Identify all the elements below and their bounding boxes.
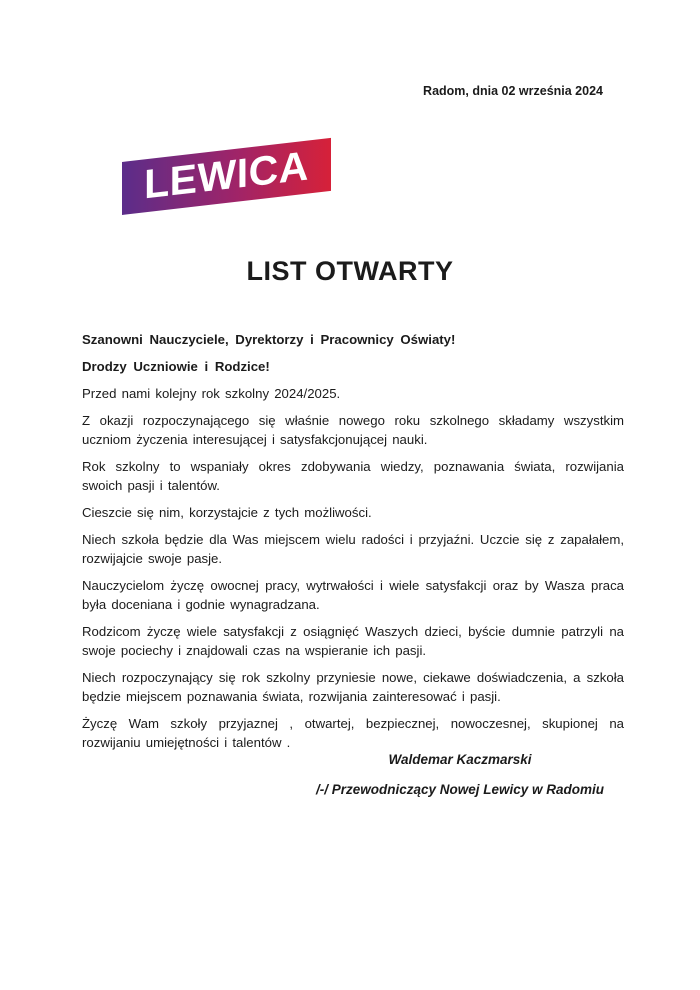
- paragraph: Niech rozpoczynający się rok szkolny przyniesie nowe, ciekawe doświadczenia, a szkoła będzie miejscem poznawania świata, rozwijania zainteresować i pasji.: [82, 670, 624, 704]
- paragraph: Życzę Wam szkoły przyjaznej , otwartej, bezpiecznej, nowoczesnej, skupionej na rozwijaniu umiejętności i talentów .: [82, 716, 624, 750]
- page-title: LIST OTWARTY: [246, 256, 454, 286]
- paragraph: Przed nami kolejny rok szkolny 2024/2025.: [82, 386, 341, 401]
- paragraph: Cieszcie się nim, korzystajcie z tych możliwości.: [82, 505, 372, 520]
- letter-body: [82, 330, 624, 760]
- signature-block: [290, 750, 630, 799]
- signature-role: /-/ Przewodniczący Nowej Lewicy w Radomiu: [315, 782, 605, 797]
- lewica-logo: [122, 138, 331, 215]
- date-line: Radom, dnia 02 września 2024: [423, 84, 603, 98]
- lewica-logo-text: LEWICA: [144, 142, 309, 208]
- paragraph: Z okazji rozpoczynającego się właśnie nowego roku szkolnego składamy wszystkim uczniom życzenia interesującej i satysfakcjonującej nauki.: [82, 413, 624, 447]
- paragraph: Rok szkolny to wspaniały okres zdobywania wiedzy, poznawania świata, rozwijania swoich pasji i talentów.: [82, 459, 624, 493]
- paragraph: Niech szkoła będzie dla Was miejscem wielu radości i przyjaźni. Uczcie się z zapałałem, rozwijajcie swoje pasje.: [82, 532, 624, 566]
- salutation-teachers: Szanowni Nauczyciele, Dyrektorzy i Pracownicy Oświaty!: [82, 332, 456, 347]
- signature-name: Waldemar Kaczmarski: [388, 752, 532, 767]
- salutation-students: Drodzy Uczniowie i Rodzice!: [82, 359, 270, 374]
- paragraph: Nauczycielom życzę owocnej pracy, wytrwałości i wiele satysfakcji oraz by Wasza praca była doceniana i godnie wynagradzana.: [82, 578, 624, 612]
- paragraph: Rodzicom życzę wiele satysfakcji z osiągnięć Waszych dzieci, byście dumnie patrzyli na swoje pociechy i znajdowali czas na wspieranie ich pasji.: [82, 624, 624, 658]
